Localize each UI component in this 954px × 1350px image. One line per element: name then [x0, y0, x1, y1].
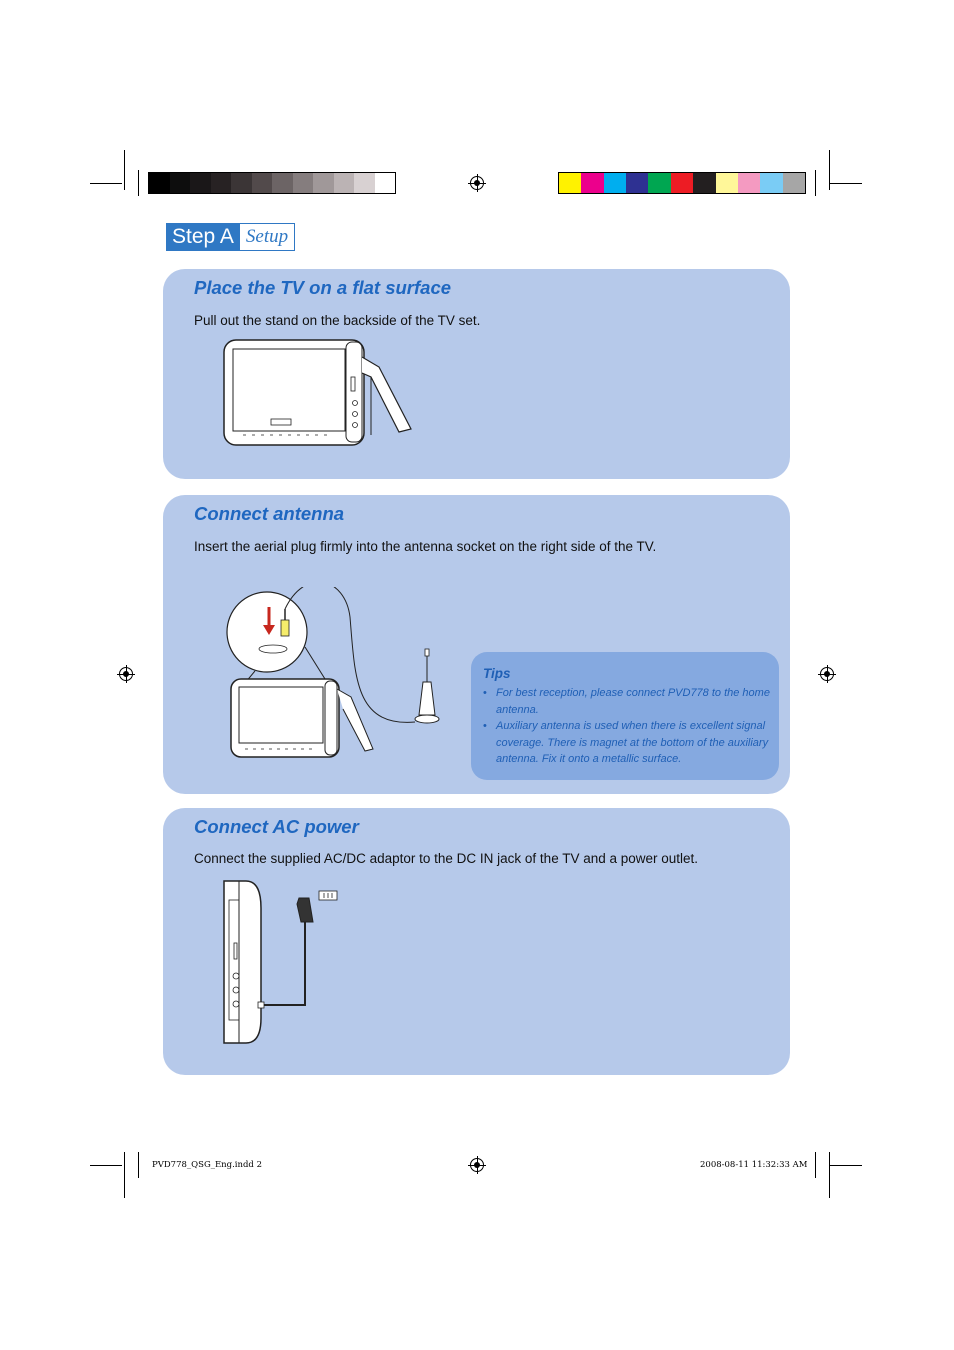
section-title: Place the TV on a flat surface — [194, 277, 452, 298]
crop-mark — [90, 183, 122, 184]
section-text: Pull out the stand on the backside of the TV set. — [194, 313, 481, 328]
color-swatch — [738, 173, 760, 193]
file-slug: PVD778_QSG_Eng.indd 2 — [152, 1160, 262, 1170]
color-swatch — [581, 173, 603, 193]
grayscale-color-bar — [148, 172, 396, 194]
crop-mark — [138, 1152, 139, 1178]
tip-item: • For best reception, please connect PVD778 to the home antenna. — [483, 685, 771, 718]
antenna-connection-illustration — [225, 587, 455, 762]
section-connect-antenna — [163, 495, 790, 794]
section-text: Insert the aerial plug firmly into the antenna socket on the right side of the TV. — [194, 539, 657, 554]
color-swatch — [190, 173, 211, 193]
tips-box — [471, 652, 779, 780]
section-title: Connect antenna — [194, 503, 345, 524]
crop-mark — [124, 1152, 125, 1198]
color-swatch — [272, 173, 293, 193]
crop-mark — [830, 183, 862, 184]
section-text: Connect the supplied AC/DC adaptor to the DC IN jack of the TV and a power outlet. — [194, 851, 699, 866]
crop-mark — [829, 1152, 830, 1198]
color-swatch — [313, 173, 334, 193]
color-swatch — [293, 173, 314, 193]
step-subtitle: Setup — [240, 223, 295, 251]
step-heading — [166, 223, 295, 251]
color-swatch — [354, 173, 375, 193]
crop-mark — [830, 1165, 862, 1166]
registration-mark-icon — [470, 1158, 484, 1172]
color-swatch — [671, 173, 693, 193]
crop-mark — [124, 150, 125, 190]
registration-mark-icon — [820, 667, 834, 681]
step-label: Step A — [166, 223, 240, 251]
section-title: Connect AC power — [194, 816, 359, 837]
crop-mark — [815, 1152, 816, 1178]
timestamp-slug: 2008-08-11 11:32:33 AM — [700, 1160, 808, 1170]
color-swatch — [559, 173, 581, 193]
color-swatch — [211, 173, 232, 193]
ac-adaptor-illustration — [221, 878, 351, 1048]
color-swatch — [334, 173, 355, 193]
color-swatch — [648, 173, 670, 193]
color-swatch — [252, 173, 273, 193]
tip-item: • Auxiliary antenna is used when there is excellent signal coverage. There is magnet at the bottom of the auxiliary antenna. Fix it onto a metallic surface. — [483, 718, 771, 768]
registration-mark-icon — [470, 176, 484, 190]
crop-mark — [829, 150, 830, 190]
color-swatch — [693, 173, 715, 193]
crop-mark — [815, 170, 816, 196]
color-swatch — [375, 173, 396, 193]
color-swatch — [149, 173, 170, 193]
tips-list — [483, 685, 771, 768]
color-swatch — [170, 173, 191, 193]
color-swatch — [231, 173, 252, 193]
color-swatch — [716, 173, 738, 193]
tv-with-stand-illustration — [221, 337, 416, 452]
color-swatch — [626, 173, 648, 193]
section-place-tv — [163, 269, 790, 479]
process-color-bar — [558, 172, 806, 194]
color-swatch — [760, 173, 782, 193]
crop-mark — [90, 1165, 122, 1166]
tips-title: Tips — [483, 666, 511, 681]
registration-mark-icon — [119, 667, 133, 681]
section-connect-ac-power — [163, 808, 790, 1075]
crop-mark — [138, 170, 139, 196]
color-swatch — [604, 173, 626, 193]
color-swatch — [783, 173, 805, 193]
